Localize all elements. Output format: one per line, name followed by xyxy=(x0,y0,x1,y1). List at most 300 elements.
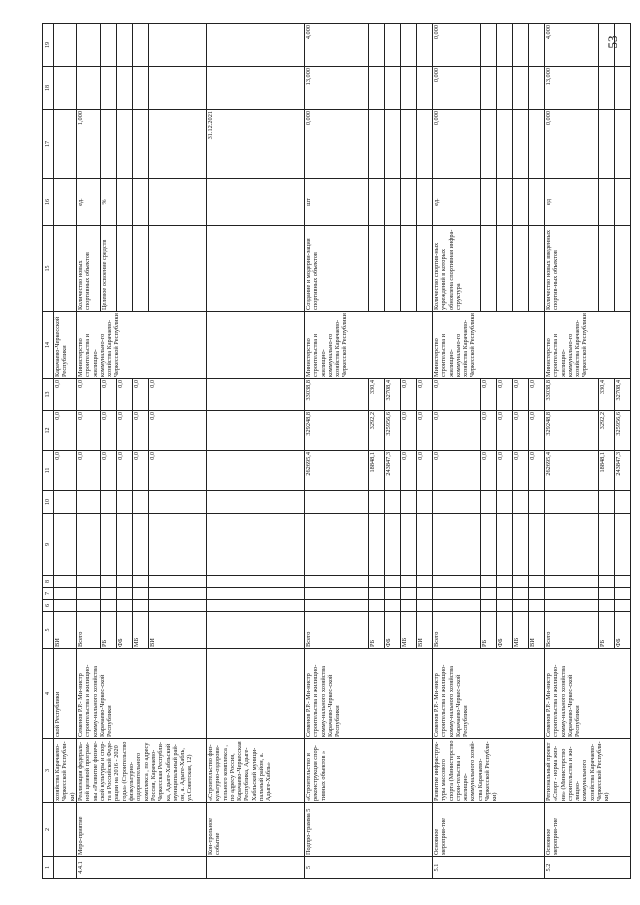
table-cell xyxy=(599,110,615,179)
table-cell xyxy=(481,588,497,600)
table-cell xyxy=(77,67,101,110)
table-cell xyxy=(513,24,529,67)
table-cell xyxy=(599,514,615,576)
table-cell xyxy=(497,514,513,576)
table-cell: Меро-приятие xyxy=(77,803,207,857)
table-cell xyxy=(433,588,481,600)
table-cell xyxy=(207,179,305,226)
table-cell xyxy=(401,600,417,612)
table-cell xyxy=(497,24,513,67)
table-cell xyxy=(54,67,77,110)
table-cell: Министерство строительства и жилищно-коммунально-го хозяйства Карачаево-Черкесской Республики xyxy=(433,312,545,379)
table-cell: 262695,4 xyxy=(305,451,369,491)
column-number: 1 xyxy=(43,857,54,879)
table-cell xyxy=(599,600,615,612)
table-cell xyxy=(369,491,385,514)
column-number: 9 xyxy=(43,514,54,576)
table-cell xyxy=(117,588,133,600)
table-cell: 0,0 xyxy=(433,411,481,451)
table-cell xyxy=(529,576,545,588)
table-cell xyxy=(401,24,417,67)
table-cell: хозяйства Карачаево-Черкесской Республи-ки) xyxy=(54,739,77,803)
table-cell xyxy=(513,179,529,226)
table-cell xyxy=(385,491,401,514)
table-cell: 0,0 xyxy=(133,411,149,451)
table-cell: Всего xyxy=(77,612,101,649)
table-cell xyxy=(207,226,305,312)
table-cell: Развитие инфраструк-туры массового спорта (Министерство строи-тельства и жилищно-коммунального хозяй-ства Карачаево-Черкесской Республи-ки) xyxy=(433,739,545,803)
table-cell: 0,0 xyxy=(101,411,117,451)
table-cell: 31.12.2021 xyxy=(207,110,305,179)
table-cell: Основное мероприя-тие xyxy=(545,803,631,857)
table-cell: Министерство строительства и жилищно-коммунально-го хозяйства Карачаево-Черкесской Республики xyxy=(305,312,433,379)
table-cell: 243847,3 xyxy=(385,451,401,491)
table-cell: 0,0 xyxy=(117,451,133,491)
table-cell xyxy=(529,491,545,514)
table-cell xyxy=(101,24,117,67)
table-cell: 0,0 xyxy=(77,379,101,411)
table-cell: ед. xyxy=(77,179,101,226)
table-cell xyxy=(207,612,305,649)
table-cell: «Строительство и реконструкция спор-тивных объектов » xyxy=(305,739,433,803)
table-cell xyxy=(401,576,417,588)
table-cell xyxy=(599,67,615,110)
table-cell xyxy=(599,588,615,600)
table-cell xyxy=(133,24,149,67)
table-cell xyxy=(385,24,401,67)
table-cell xyxy=(207,379,305,411)
table-cell xyxy=(54,600,77,612)
table-cell: 3292,2 xyxy=(369,411,385,451)
table-cell xyxy=(615,491,631,514)
table-cell: Семенов Р.Р.- Ми-нистр строительства и жилищно-комму-нального хозяйства Карачаево-Черкес-ской Республики xyxy=(305,649,433,739)
table-cell xyxy=(101,576,117,588)
table-cell: Количество новых спортивных объектов xyxy=(77,226,101,312)
table-cell: Кон-трольное событие xyxy=(207,803,305,857)
header-row xyxy=(43,24,54,879)
table-cell xyxy=(513,588,529,600)
table-cell xyxy=(305,576,369,588)
table-cell xyxy=(77,600,101,612)
table-cell xyxy=(433,491,481,514)
table-cell: Создание и модерни-зация спортивных объектов xyxy=(305,226,369,312)
table-cell: 330,4 xyxy=(599,379,615,411)
table-cell: % xyxy=(101,179,117,226)
table-cell: 18848,1 xyxy=(369,451,385,491)
table-cell: МБ xyxy=(513,612,529,649)
table-cell xyxy=(369,226,385,312)
table-cell: Всего xyxy=(433,612,481,649)
table-cell: 0,0 xyxy=(101,451,117,491)
rotated-table xyxy=(42,25,622,879)
table-container xyxy=(42,25,622,879)
table-cell: Количество спортив-ных учреждений в которых обновлена спортивная инфра-структура xyxy=(433,226,481,312)
table-cell: ФБ xyxy=(117,612,133,649)
table-cell xyxy=(54,588,77,600)
table-cell xyxy=(497,600,513,612)
table-cell xyxy=(133,67,149,110)
table-cell xyxy=(417,226,433,312)
table-cell xyxy=(207,588,305,600)
table-cell: 0,0 xyxy=(433,451,481,491)
table-cell: Реализация федераль-ной целевой програм-мы «Развитие физиче-ской культуры и спор-та в Российской Феде-рации на 2016 - 2020 годы» (Строительство физкультурно-оздоровительного комплекса , по адресу Россия, Карачаево-Черкесская Республи-ка, Адыге-Хабльский муниципальный рай-он, а. Адыге-Хабль, ул.Советская, 12) xyxy=(77,739,207,803)
table-cell xyxy=(101,588,117,600)
table-cell xyxy=(615,226,631,312)
table-cell xyxy=(77,491,101,514)
table-cell xyxy=(117,576,133,588)
table-cell xyxy=(417,576,433,588)
table-cell: РБ xyxy=(599,612,615,649)
table-cell: 0,0 xyxy=(117,411,133,451)
table-cell xyxy=(615,179,631,226)
table-cell: 329248,8 xyxy=(545,411,599,451)
table-cell xyxy=(385,179,401,226)
table-cell: РБ xyxy=(101,612,117,649)
table-row xyxy=(54,24,77,879)
table-cell xyxy=(207,514,305,576)
table-cell xyxy=(133,226,149,312)
table-cell xyxy=(54,576,77,588)
table-cell xyxy=(305,588,369,600)
table-cell xyxy=(529,67,545,110)
table-cell xyxy=(207,491,305,514)
table-cell xyxy=(513,600,529,612)
table-cell: 13,000 xyxy=(305,67,369,110)
table-cell xyxy=(433,576,481,588)
column-number: 13 xyxy=(43,379,54,411)
table-cell: Карачаево-Черкесской Республики xyxy=(54,312,77,379)
table-cell xyxy=(207,312,305,379)
table-cell: Министерство строительства и жилищно-коммунально-го хозяйства Карачаево-Черкесской Республики xyxy=(545,312,631,379)
table-cell xyxy=(101,491,117,514)
column-number: 8 xyxy=(43,576,54,588)
table-cell: Семенов Р.Р.- Ми-нистр строительства и жилищно-комму-нального хозяйства Карачаево-Черкес-ской Республики xyxy=(545,649,631,739)
table-cell xyxy=(497,110,513,179)
table-cell xyxy=(54,226,77,312)
table-cell xyxy=(101,600,117,612)
table-cell: 0,0 xyxy=(54,451,77,491)
table-cell xyxy=(599,576,615,588)
table-cell xyxy=(481,24,497,67)
table-cell: 0,0 xyxy=(497,451,513,491)
table-cell: 0,0 xyxy=(77,451,101,491)
table-cell xyxy=(401,491,417,514)
table-cell: ФБ xyxy=(615,612,631,649)
table-cell: 0,0 xyxy=(117,379,133,411)
column-number: 4 xyxy=(43,649,54,739)
table-cell: РБ xyxy=(481,612,497,649)
column-number: 18 xyxy=(43,67,54,110)
table-cell xyxy=(615,588,631,600)
table-cell: 243847,3 xyxy=(615,451,631,491)
table-cell: ед xyxy=(545,179,599,226)
table-cell xyxy=(417,600,433,612)
table-cell: Основное мероприя-тие xyxy=(433,803,545,857)
table-cell xyxy=(615,600,631,612)
table-cell: 5.2 xyxy=(545,857,631,879)
table-cell xyxy=(401,226,417,312)
table-cell: 18848,1 xyxy=(599,451,615,491)
table-cell: ВИ xyxy=(529,612,545,649)
table-cell xyxy=(117,226,133,312)
table-cell xyxy=(385,588,401,600)
table-cell: 0,000 xyxy=(305,110,369,179)
table-cell xyxy=(481,491,497,514)
table-cell xyxy=(599,226,615,312)
table-cell: 4,000 xyxy=(545,24,599,67)
table-cell xyxy=(117,514,133,576)
table-cell: шт xyxy=(305,179,369,226)
table-cell: РБ xyxy=(369,612,385,649)
table-cell: Семенов Р.Р.- Ми-нистр строительства и жилищно-комму-нального хозяйства Карачаево-Черкес-ской Республики xyxy=(77,649,207,739)
table-cell: Количество новых введенных спортив-ных объектов xyxy=(545,226,599,312)
table-cell xyxy=(497,67,513,110)
table-cell xyxy=(305,491,369,514)
table-cell: 0,0 xyxy=(497,411,513,451)
table-cell: 1,000 xyxy=(77,110,101,179)
table-cell: 33038,8 xyxy=(545,379,599,411)
table-cell xyxy=(615,24,631,67)
table-cell: 33038,8 xyxy=(305,379,369,411)
table-cell: ВИ xyxy=(54,612,77,649)
table-cell xyxy=(385,576,401,588)
table-cell xyxy=(385,110,401,179)
table-cell: 32708,4 xyxy=(615,379,631,411)
table-cell: 0,0 xyxy=(401,379,417,411)
table-cell xyxy=(149,514,207,576)
table-cell xyxy=(149,576,207,588)
table-cell xyxy=(369,600,385,612)
table-cell: 0,0 xyxy=(133,451,149,491)
table-cell xyxy=(54,24,77,67)
table-cell: 0,0 xyxy=(54,411,77,451)
table-cell xyxy=(54,491,77,514)
table-cell: 0,0 xyxy=(54,379,77,411)
table-cell xyxy=(117,110,133,179)
table-cell: 0,0 xyxy=(481,379,497,411)
table-cell xyxy=(385,514,401,576)
table-cell xyxy=(149,600,207,612)
table-cell xyxy=(207,576,305,588)
column-number: 5 xyxy=(43,612,54,649)
table-row xyxy=(433,24,481,879)
table-row xyxy=(207,24,305,879)
table-cell xyxy=(77,588,101,600)
table-cell xyxy=(117,24,133,67)
table-cell: 0,0 xyxy=(133,379,149,411)
table-cell xyxy=(54,803,77,857)
table-cell: Подпро-грамма 5 xyxy=(305,803,433,857)
table-cell xyxy=(599,24,615,67)
table-cell xyxy=(615,110,631,179)
table-cell: 0,0 xyxy=(149,451,207,491)
table-cell: ФБ xyxy=(497,612,513,649)
table-cell: 4,000 xyxy=(305,24,369,67)
table-cell xyxy=(481,576,497,588)
table-cell xyxy=(513,226,529,312)
table-cell: 329248,8 xyxy=(305,411,369,451)
table-cell: 0,0 xyxy=(529,411,545,451)
table-cell xyxy=(529,24,545,67)
table-cell: 325956,6 xyxy=(615,411,631,451)
table-cell: 5.1 xyxy=(433,857,545,879)
table-cell xyxy=(401,110,417,179)
table-cell xyxy=(133,588,149,600)
table-cell xyxy=(54,857,77,879)
table-cell xyxy=(133,491,149,514)
table-cell xyxy=(433,514,481,576)
table-cell: 0,0 xyxy=(513,411,529,451)
table-cell xyxy=(545,491,599,514)
table-cell: 0,0 xyxy=(401,411,417,451)
table-cell xyxy=(54,110,77,179)
table-cell xyxy=(117,600,133,612)
table-cell xyxy=(149,24,207,67)
table-cell: 13,000 xyxy=(545,67,599,110)
table-cell xyxy=(417,588,433,600)
column-number: 15 xyxy=(43,226,54,312)
table-cell xyxy=(207,24,305,67)
column-number: 12 xyxy=(43,411,54,451)
table-cell xyxy=(101,514,117,576)
table-cell xyxy=(207,600,305,612)
table-cell: Всего xyxy=(305,612,369,649)
table-cell xyxy=(417,24,433,67)
table-cell: 0,0 xyxy=(481,411,497,451)
table-cell: ФБ xyxy=(385,612,401,649)
table-cell xyxy=(417,514,433,576)
table-cell xyxy=(401,588,417,600)
table-cell: 0,000 xyxy=(545,110,599,179)
column-number: 14 xyxy=(43,312,54,379)
table-cell xyxy=(599,179,615,226)
table-cell xyxy=(133,514,149,576)
table-cell xyxy=(149,588,207,600)
table-cell xyxy=(497,179,513,226)
table-cell: ед. xyxy=(433,179,481,226)
table-cell xyxy=(433,600,481,612)
table-cell xyxy=(77,514,101,576)
table-cell xyxy=(133,110,149,179)
table-cell xyxy=(545,576,599,588)
table-cell xyxy=(545,514,599,576)
table-cell xyxy=(545,588,599,600)
table-cell xyxy=(117,491,133,514)
table-cell: МБ xyxy=(133,612,149,649)
table-cell: Региональный проект «Спорт - норма жиз-ни» (Министерство строительства и жи-лищно-коммунального хозяйства Карачаево-Черкесской Республи-ки) xyxy=(545,739,631,803)
table-cell xyxy=(117,67,133,110)
table-cell: «Строительство физ-культурно-оздорови-тельного комплекса , по адресу Россия, Карачаево-Черкесская Республика, Адыге-Хабльский муници-пальный район, а. Адыге-Хабль» xyxy=(207,739,305,803)
table-cell: 3292,2 xyxy=(599,411,615,451)
table-cell xyxy=(54,514,77,576)
table-cell xyxy=(615,576,631,588)
table-cell: 0,0 xyxy=(417,411,433,451)
table-cell xyxy=(545,600,599,612)
table-cell xyxy=(385,600,401,612)
table-cell: 32708,4 xyxy=(385,379,401,411)
table-cell xyxy=(481,179,497,226)
table-cell: 0,000 xyxy=(433,67,481,110)
table-cell xyxy=(417,179,433,226)
table-cell: 0,0 xyxy=(529,379,545,411)
table-cell: 0,0 xyxy=(529,451,545,491)
table-cell xyxy=(417,110,433,179)
table-cell xyxy=(369,24,385,67)
table-cell xyxy=(149,226,207,312)
table-cell: 0,0 xyxy=(101,379,117,411)
table-cell: 0,0 xyxy=(433,379,481,411)
table-cell xyxy=(529,110,545,179)
table-cell xyxy=(481,514,497,576)
table-cell xyxy=(207,857,305,879)
table-cell: Семенов Р.Р.- Ми-нистр строительства и жилищно-комму-нального хозяйства Карачаево-Черкес-ской Республики xyxy=(433,649,545,739)
table-cell xyxy=(497,226,513,312)
table-cell xyxy=(133,576,149,588)
table-cell xyxy=(481,226,497,312)
table-cell xyxy=(513,67,529,110)
table-cell xyxy=(497,588,513,600)
table-cell xyxy=(369,110,385,179)
table-cell xyxy=(101,67,117,110)
table-cell: 0,0 xyxy=(401,451,417,491)
table-cell: 4.4.1 xyxy=(77,857,207,879)
table-cell: 0,0 xyxy=(513,451,529,491)
table-cell xyxy=(529,588,545,600)
table-cell xyxy=(369,179,385,226)
table-cell xyxy=(481,110,497,179)
table-cell xyxy=(149,110,207,179)
column-number: 10 xyxy=(43,491,54,514)
table-cell xyxy=(369,67,385,110)
table-cell: 0,000 xyxy=(433,110,481,179)
table-cell xyxy=(369,576,385,588)
table-cell xyxy=(77,24,101,67)
table-cell: ВИ xyxy=(417,612,433,649)
table-cell: 0,000 xyxy=(433,24,481,67)
table-row xyxy=(545,24,599,879)
table-cell: Целевое освоение средств xyxy=(101,226,117,312)
table-cell: Всего xyxy=(545,612,599,649)
table-cell xyxy=(599,491,615,514)
table-cell xyxy=(513,491,529,514)
table-cell xyxy=(497,576,513,588)
table-row xyxy=(77,24,101,879)
program-table xyxy=(42,23,631,879)
table-cell: 262695,4 xyxy=(545,451,599,491)
table-cell xyxy=(101,110,117,179)
table-cell xyxy=(54,179,77,226)
table-cell xyxy=(481,600,497,612)
page-number: 53 xyxy=(605,35,620,49)
column-number: 7 xyxy=(43,588,54,600)
table-cell: 0,0 xyxy=(497,379,513,411)
table-cell xyxy=(149,179,207,226)
table-cell: 0,0 xyxy=(481,451,497,491)
table-cell xyxy=(615,514,631,576)
table-cell xyxy=(207,649,305,739)
table-cell xyxy=(369,514,385,576)
table-cell xyxy=(385,67,401,110)
table-cell xyxy=(401,514,417,576)
table-cell xyxy=(149,67,207,110)
table-cell xyxy=(417,491,433,514)
column-number: 19 xyxy=(43,24,54,67)
column-number: 16 xyxy=(43,179,54,226)
table-cell xyxy=(513,576,529,588)
table-cell xyxy=(207,67,305,110)
table-cell: 0,0 xyxy=(77,411,101,451)
column-number: 17 xyxy=(43,110,54,179)
